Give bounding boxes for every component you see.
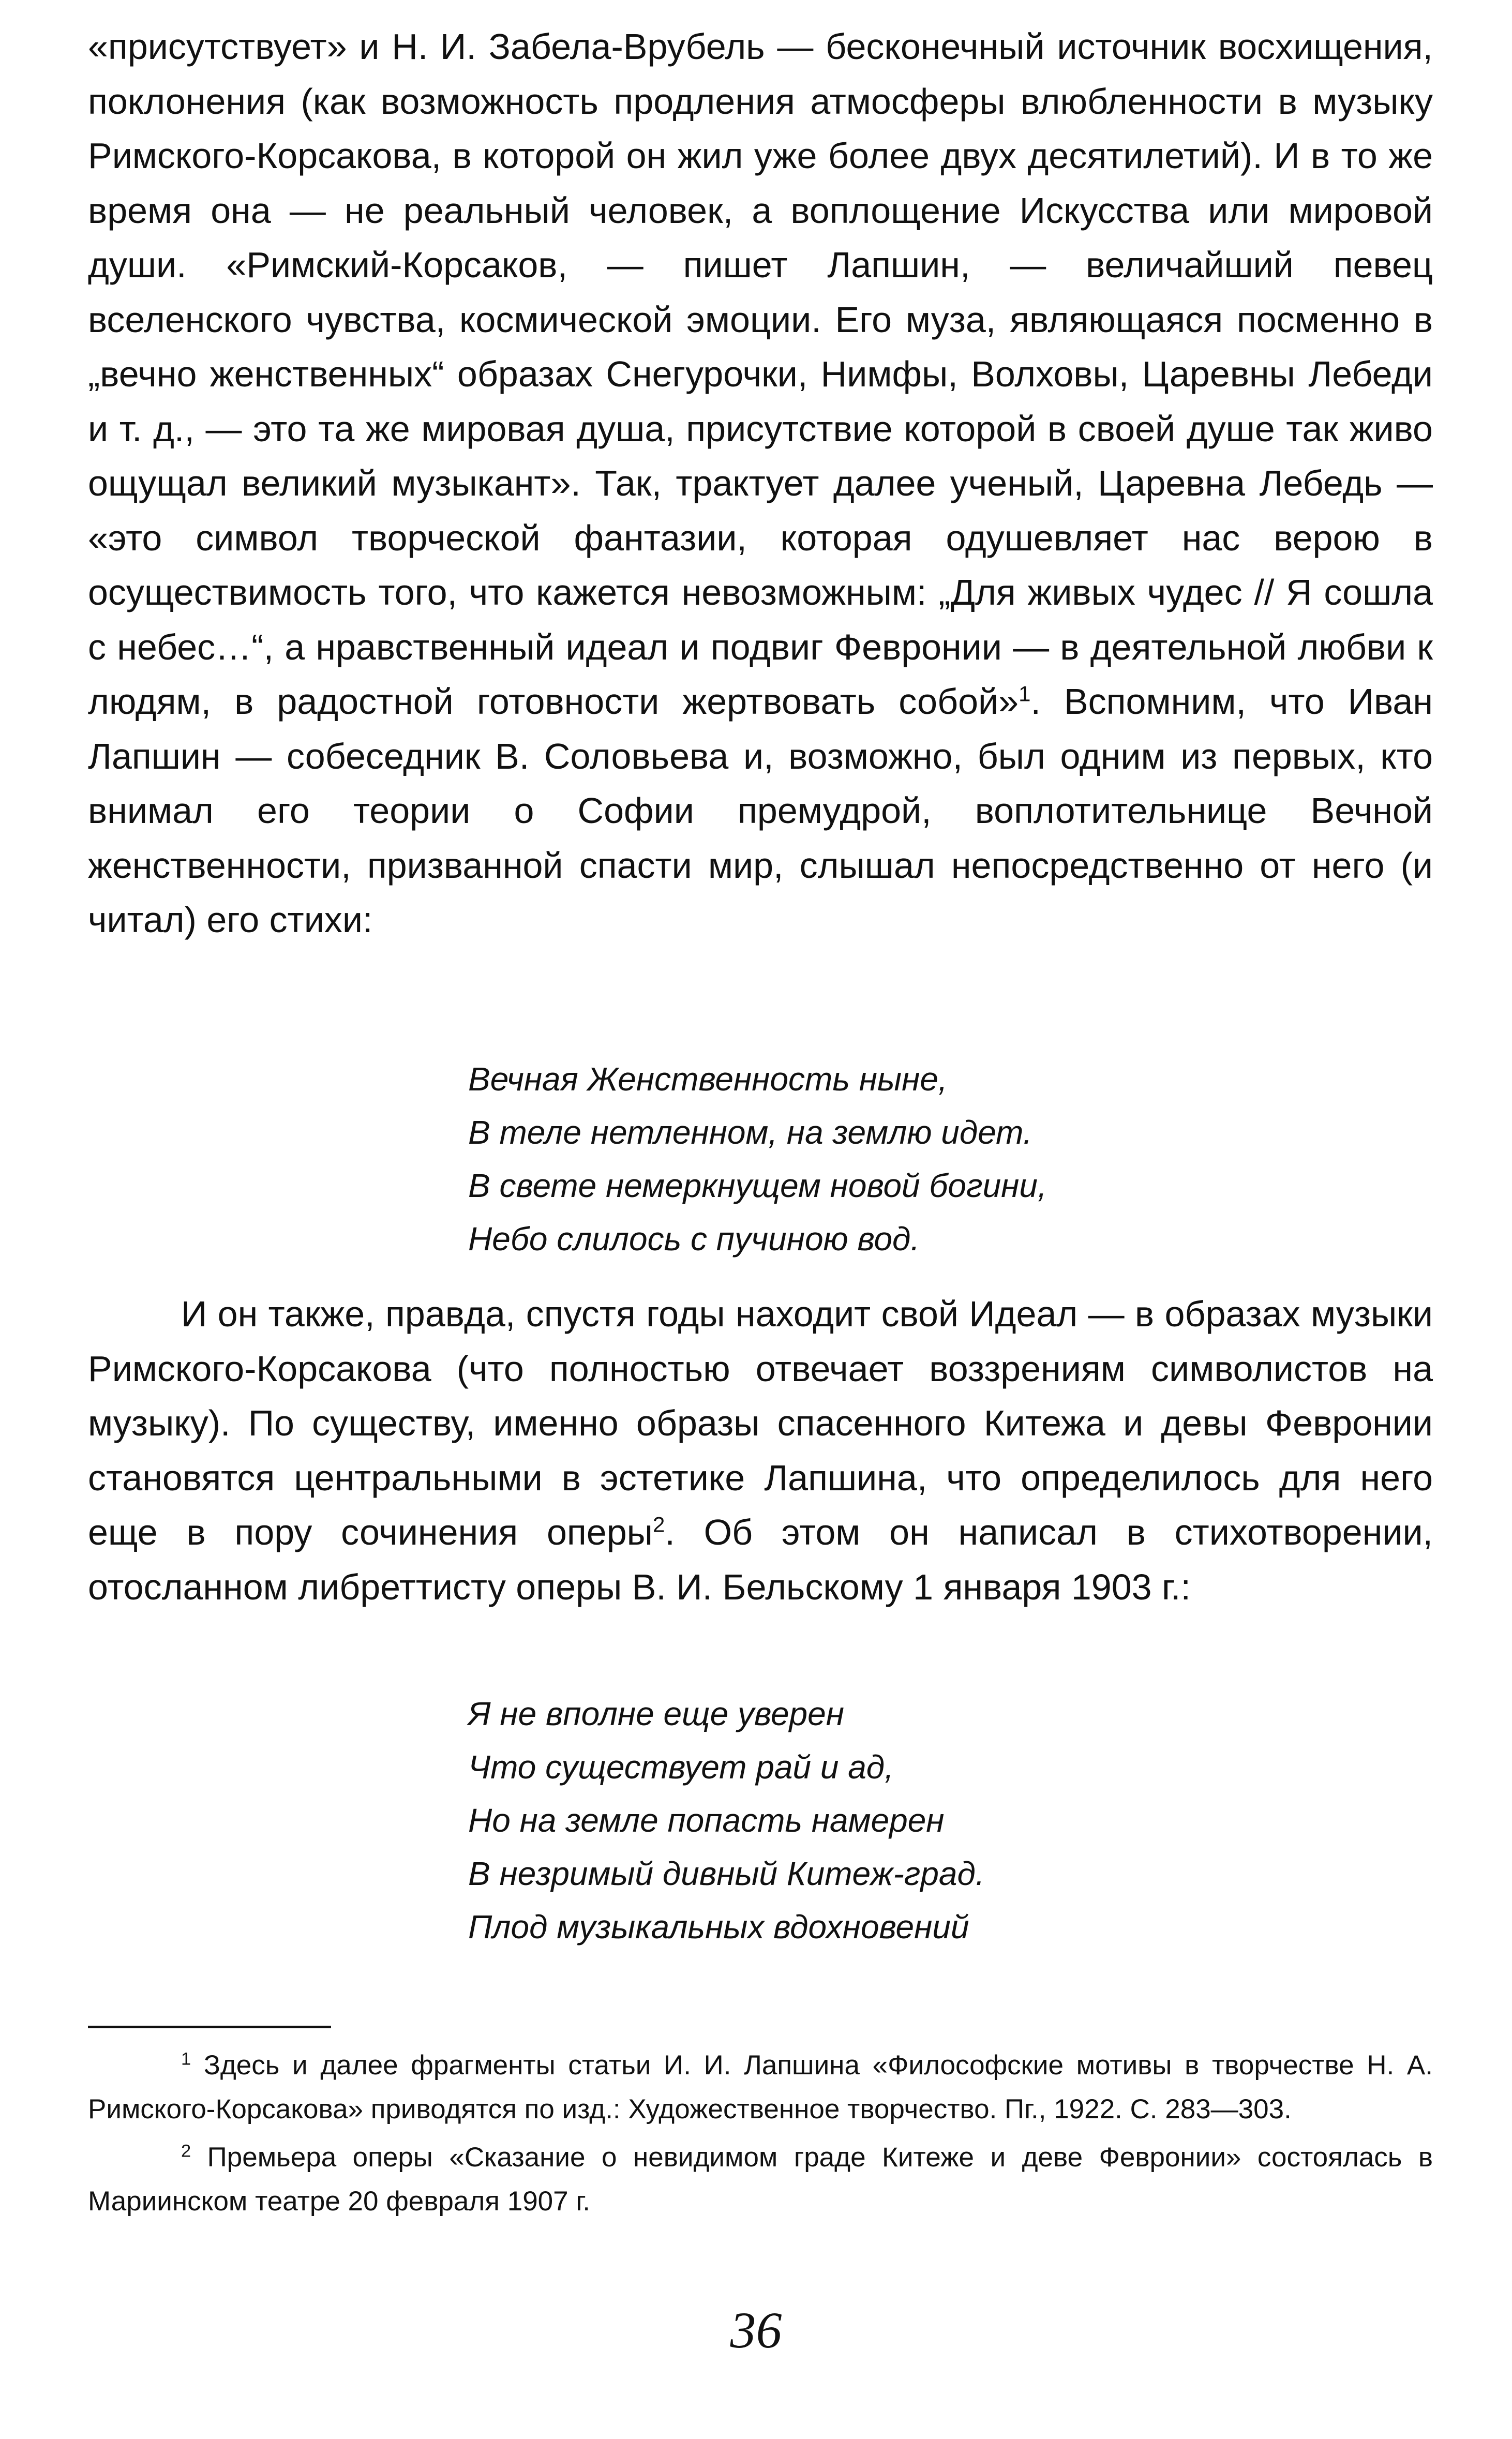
page-number: 36	[730, 2301, 782, 2359]
poem-1	[468, 1053, 1399, 1266]
main-text-middle	[88, 1287, 1433, 1614]
paragraph-2	[88, 1287, 1433, 1614]
poem-1-line: Вечная Женственность ныне,	[468, 1060, 948, 1098]
footnotes	[88, 2043, 1433, 2227]
poem-1-line: В теле нетленном, на землю идет.	[468, 1114, 1032, 1151]
paragraph-2-text-b: . Об этом он написал в стихотворении, отосланном либреттисту оперы В. И. Бельскому 1 января 1903 г.:	[88, 1512, 1433, 1607]
poem-1-line: В свете немеркнущем новой богини,	[468, 1167, 1047, 1204]
poem-2-line: Что существует рай и ад,	[468, 1748, 894, 1786]
poem-2-line: Но на земле попасть намерен	[468, 1802, 945, 1839]
footnote-separator	[88, 2026, 331, 2028]
paragraph-2-text-a: И он также, правда, спустя годы находит свой Идеал — в образах музыки Римского-Корсакова (что полностью отвечает воззрениям символистов на музыку). По существу, именно образы спасенного Китежа и девы Февронии становятся центральными в эстетике Лапшина, что определилось для него еще в пору сочинения оперы	[88, 1294, 1433, 1552]
poem-2-line: Я не вполне еще уверен	[468, 1695, 844, 1732]
footnote-ref-2: 2	[652, 1512, 665, 1537]
footnote-2-number: 2	[181, 2141, 191, 2161]
poem-2	[468, 1687, 1399, 1954]
footnote-1-text: Здесь и далее фрагменты статьи И. И. Лапшина «Философские мотивы в творчестве Н. А. Римского-Корсакова» приводятся по изд.: Художественное творчество. Пг., 1922. С. 283—303.	[88, 2050, 1433, 2124]
paragraph-1	[88, 20, 1433, 948]
footnote-2	[88, 2135, 1433, 2223]
poem-2-line: В незримый дивный Китеж-град.	[468, 1855, 985, 1892]
paragraph-1-text-a: «присутствует» и Н. И. Забела-Врубель — бесконечный источник восхищения, поклонения (как возможность продления атмосферы влюбленности в музыку Римского-Корсакова, в которой он жил уже более двух десятилетий). И в то же время она — не реальный человек, а воплощение Искусства или мировой души. «Римский-Корсаков, — пишет Лапшин, — величайший певец вселенского чувства, космической эмоции. Его муза, являющаяся посменно в „вечно женственных“ образах Снегурочки, Нимфы, Волховы, Царевны Лебеди и т. д., — это та же мировая душа, присутствие которой в своей душе так живо ощущал великий музыкант». Так, трактует далее ученый, Царевна Лебедь — «это символ творческой фантазии, которая одушевляет нас верою в осуществимость того, что кажется невозможным: „Для живых чудес // Я сошла с небес…“, а нравственный идеал и подвиг Февронии — в деятельной любви к людям, в радостной готовности жертвовать собой»	[88, 26, 1433, 722]
paragraph-1-text-b: . Вспомним, что Иван Лапшин — собеседник В. Соловьева и, возможно, был одним из первых, кто внимал его теории о Софии премудрой, воплотительнице Вечной женственности, призванной спасти мир, слышал непосредственно от него (и читал) его стихи:	[88, 681, 1433, 940]
footnote-ref-1: 1	[1019, 681, 1031, 706]
main-text-top	[88, 20, 1433, 948]
poem-2-line: Плод музыкальных вдохновений	[468, 1908, 969, 1946]
footnote-1-number: 1	[181, 2049, 191, 2069]
footnote-2-text: Премьера оперы «Сказание о невидимом граде Китеже и деве Февронии» состоялась в Мариинском театре 20 февраля 1907 г.	[88, 2142, 1433, 2217]
poem-1-line: Небо слилось с пучиною вод.	[468, 1220, 920, 1258]
footnote-1	[88, 2043, 1433, 2131]
